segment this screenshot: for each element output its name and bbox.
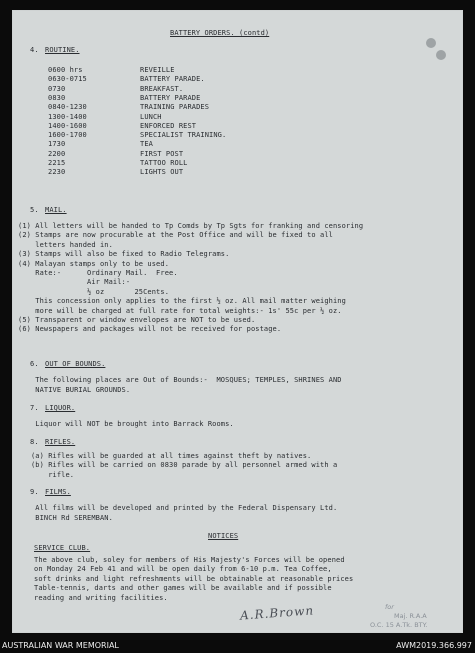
routine-event: BATTERY PARADE. [140, 75, 205, 84]
oob-line: NATIVE BURIAL GROUNDS. [18, 385, 131, 394]
section-number: 4. [30, 46, 39, 54]
mail-line: letters handed in. [18, 240, 113, 249]
oob-line: The following places are Out of Bounds:- MOSQUES; TEMPLES, SHRINES AND [18, 376, 342, 384]
signature-for: for [385, 603, 394, 611]
punch-hole [436, 50, 446, 60]
mail-line: Air Mail:- [18, 278, 131, 287]
routine-event: BREAKFAST. [140, 84, 184, 93]
routine-time: 2215 [48, 159, 66, 167]
routine-event: REVEILLE [140, 66, 175, 74]
routine-time: 0830 [48, 93, 66, 102]
mail-line: ½ oz 25Cents. [18, 287, 170, 296]
mail-line: (5) Transparent or window envelopes are NOT to be used. [18, 316, 256, 324]
mail-line: (3) Stamps will also be fixed to Radio Telegrams. [18, 250, 230, 259]
routine-time: 0600 hrs [48, 66, 83, 74]
routine-time: 0840-1230 [48, 103, 87, 112]
routine-time: 1730 [48, 140, 66, 149]
punch-hole [426, 38, 436, 48]
footer-accession: AWM2019.366.997 [396, 641, 472, 650]
routine-time: 0730 [48, 84, 66, 93]
routine-event: LIGHTS OUT [140, 168, 184, 177]
document-page [12, 10, 463, 633]
routine-time: 2200 [48, 149, 66, 158]
service_club-line: soft drinks and light refreshments will be obtainable at reasonable prices [34, 574, 354, 583]
footer-institution: AUSTRALIAN WAR MEMORIAL [2, 641, 119, 650]
mail-line: (6) Newspapers and packages will not be received for postage. [18, 325, 282, 334]
films-line: BINCH Rd SEREMBAN. [18, 513, 113, 522]
service_club-line: Table-tennis, darts and other games will be available and if possible [34, 584, 332, 593]
routine-event: BATTERY PARADE [140, 93, 201, 102]
section-heading: RIFLES. [45, 438, 76, 446]
mail-line: (4) Malayan stamps only to be used. [18, 259, 170, 268]
notices-heading: NOTICES [208, 532, 239, 540]
mail-line: (2) Stamps are now procurable at the Post Office and will be fixed to all [18, 231, 333, 240]
routine-time: 1300-1400 [48, 112, 87, 121]
routine-event: ENFORCED REST [140, 121, 197, 130]
routine-event: FIRST POST [140, 149, 184, 158]
section-heading: FILMS. [45, 488, 71, 496]
unit-stamp: O.C. 15 A.Tk. BTY. [370, 621, 428, 629]
rank-stamp: Maj. R.A.A [394, 612, 427, 620]
routine-event: TATTOO ROLL [140, 159, 188, 167]
section-number: 9. [30, 488, 39, 496]
mail-line: more will be charged at full rate for total weights:- 1s' 55c per ½ oz. [18, 306, 342, 315]
service_club-line: The above club, soley for members of His Majesty's Forces will be opened [34, 556, 345, 564]
section-heading: OUT OF BOUNDS. [45, 360, 106, 368]
routine-event: TRAINING PARADES [140, 103, 210, 112]
footer-bar [0, 639, 475, 653]
section-heading: MAIL. [45, 206, 67, 214]
service-club-heading: SERVICE CLUB. [34, 544, 91, 552]
routine-event: TEA [140, 140, 153, 149]
service_club-line: reading and writing facilities. [34, 593, 168, 602]
routine-time: 1400-1600 [48, 121, 87, 130]
service_club-line: on Monday 24 Feb 41 and will be open daily from 6-10 p.m. Tea Coffee, [34, 565, 332, 574]
section-heading: LIQUOR. [45, 404, 76, 412]
routine-time: 2230 [48, 168, 66, 177]
section-number: 6. [30, 360, 39, 368]
liquor-line: Liquor will NOT be brought into Barrack Rooms. [18, 420, 234, 428]
routine-event: SPECIALIST TRAINING. [140, 131, 227, 140]
routine-event: LUNCH [140, 112, 162, 121]
section-number: 8. [30, 438, 39, 446]
mail-line: Rate:- Ordinary Mail. Free. [18, 269, 178, 277]
document-title: BATTERY ORDERS. (contd) [170, 29, 270, 37]
routine-time: 1600-1700 [48, 131, 87, 140]
rifles-line: (b) Rifles will be carried on 0830 parade by all personnel armed with a [18, 461, 338, 470]
signature: A.R.Brown [239, 603, 315, 623]
rifles-line: (a) Rifles will be guarded at all times against theft by natives. [18, 452, 312, 460]
routine-time: 0630-0715 [48, 75, 87, 84]
mail-line: This concession only applies to the first ½ oz. All mail matter weighing [18, 297, 346, 306]
rifles-line: rifle. [18, 470, 75, 479]
films-line: All films will be developed and printed by the Federal Dispensary Ltd. [18, 504, 338, 512]
section-number: 5. [30, 206, 39, 214]
section-heading: ROUTINE. [45, 46, 80, 54]
section-number: 7. [30, 404, 39, 412]
mail-line: (1) All letters will be handed to Tp Comds by Tp Sgts for franking and censoring [18, 222, 364, 230]
